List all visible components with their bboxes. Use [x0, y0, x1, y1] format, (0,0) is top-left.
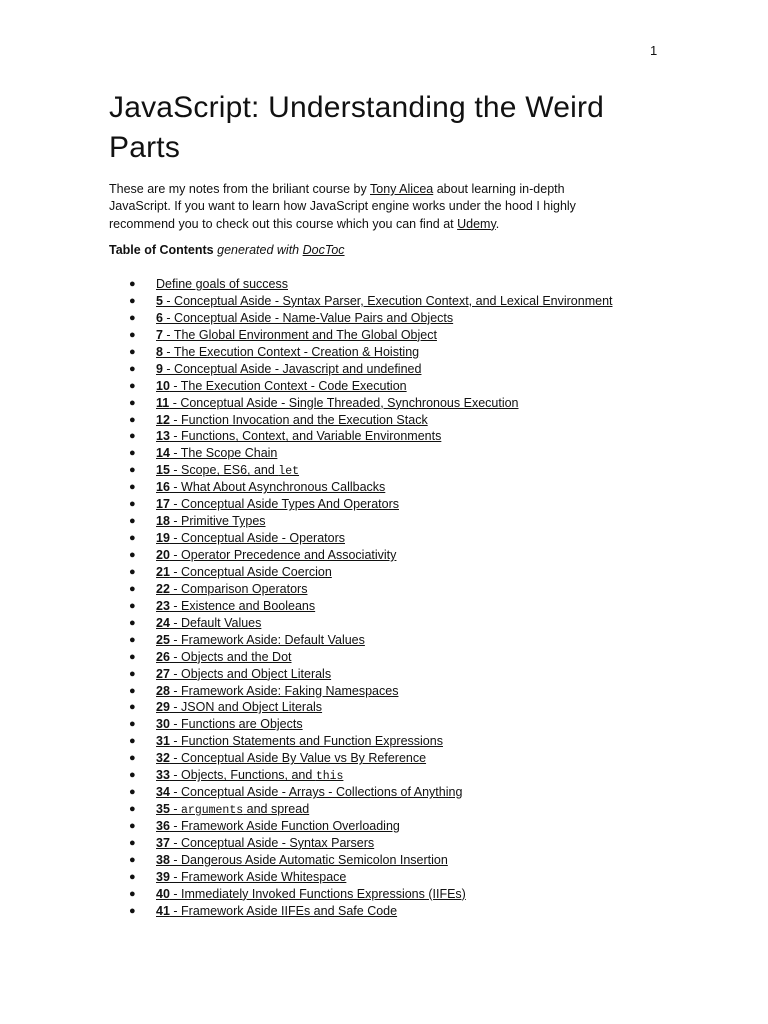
toc-link[interactable] — [156, 310, 453, 327]
toc-item-text: - Framework Aside IIFEs and Safe Code — [169, 903, 398, 918]
toc-item-number: 18 — [156, 514, 170, 529]
bullet-icon: ● — [129, 582, 136, 595]
toc-item-number: 5 — [156, 293, 163, 308]
toc-link[interactable] — [156, 547, 396, 564]
bullet-icon: ● — [129, 328, 136, 341]
toc-item-number: 24 — [156, 615, 170, 630]
toc-link[interactable] — [156, 733, 443, 750]
toc-item-number: 28 — [156, 683, 170, 698]
toc-link[interactable] — [156, 784, 462, 801]
toc-item — [109, 699, 669, 716]
toc-item-code: let — [278, 465, 300, 479]
intro-paragraph — [109, 181, 629, 233]
toc-link[interactable] — [156, 903, 397, 920]
toc-item — [109, 513, 669, 530]
bullet-icon: ● — [129, 633, 136, 646]
toc-item-number: 19 — [156, 531, 170, 546]
toc-link[interactable] — [156, 412, 428, 429]
toc-link[interactable] — [156, 293, 613, 310]
bullet-icon: ● — [129, 464, 136, 477]
bullet-icon: ● — [129, 498, 136, 511]
toc-link[interactable] — [156, 818, 400, 835]
toc-item-number: 16 — [156, 480, 170, 495]
toc-item-text: - The Global Environment and The Global Object — [162, 327, 437, 342]
toc-item-number: 39 — [156, 869, 170, 884]
toc-item — [109, 869, 669, 886]
toc-link[interactable] — [156, 276, 288, 293]
bullet-icon: ● — [129, 887, 136, 900]
bullet-icon: ● — [129, 870, 136, 883]
toc-link[interactable] — [156, 598, 315, 615]
udemy-link[interactable]: Udemy — [457, 216, 496, 231]
toc-item — [109, 496, 669, 513]
bullet-icon: ● — [129, 599, 136, 612]
toc-link[interactable] — [156, 666, 331, 683]
toc-item-text: - Comparison Operators — [169, 581, 308, 596]
toc-item-text: - Operator Precedence and Associativity — [169, 548, 397, 562]
bullet-icon: ● — [129, 430, 136, 443]
toc-item — [109, 818, 669, 835]
toc-item-text-after: and spread — [243, 802, 310, 817]
toc-item-text: - Framework Aside Function Overloading — [169, 819, 400, 833]
bullet-icon: ● — [129, 735, 136, 748]
toc-item-number: 35 — [156, 802, 170, 817]
toc-item-number: 27 — [156, 666, 170, 681]
toc-item-number: 34 — [156, 785, 170, 800]
toc-item — [109, 547, 669, 564]
toc-link[interactable] — [156, 886, 466, 903]
toc-item — [109, 615, 669, 632]
toc-item — [109, 310, 669, 327]
toc-item-number: 6 — [156, 310, 163, 325]
toc-item — [109, 327, 669, 344]
toc-link[interactable] — [156, 395, 519, 412]
bullet-icon: ● — [129, 294, 136, 307]
toc-item-text: - JSON and Object Literals — [169, 700, 323, 715]
toc-item-number: 20 — [156, 548, 170, 562]
toc-item-number: 33 — [156, 768, 170, 783]
document-title: JavaScript: Understanding the Weird Parts — [109, 91, 605, 164]
bullet-icon: ● — [129, 396, 136, 409]
toc-item-text: - Conceptual Aside Coercion — [169, 564, 332, 579]
bullet-icon: ● — [129, 853, 136, 866]
toc-item — [109, 683, 669, 700]
toc-link[interactable] — [156, 361, 421, 378]
toc-link[interactable] — [156, 683, 398, 700]
toc-item — [109, 445, 669, 462]
toc-item-text: - Framework Aside Whitespace — [169, 869, 347, 884]
toc-item-text: - The Execution Context - Code Execution — [169, 378, 407, 393]
toc-link[interactable] — [156, 615, 261, 632]
bullet-icon: ● — [129, 515, 136, 528]
toc-item-code: this — [315, 770, 344, 784]
toc-item — [109, 903, 669, 920]
toc-link[interactable] — [156, 445, 277, 462]
toc-item-number: 11 — [156, 395, 170, 410]
bullet-icon: ● — [129, 904, 136, 917]
toc-item — [109, 835, 669, 852]
bullet-icon: ● — [129, 447, 136, 460]
toc-item-number: 21 — [156, 564, 170, 579]
toc-item-text: - Conceptual Aside - Single Threaded, Synchronous Execution — [169, 395, 519, 410]
toc-item — [109, 293, 669, 310]
toc-item-text: - Conceptual Aside - Name-Value Pairs and Objects — [162, 310, 454, 325]
bullet-icon: ● — [129, 786, 136, 799]
toc-item-number: 9 — [156, 361, 163, 376]
bullet-icon: ● — [129, 362, 136, 375]
toc-item-text: - Framework Aside: Faking Namespaces — [169, 683, 399, 698]
toc-link[interactable] — [156, 496, 399, 513]
toc-link[interactable] — [156, 716, 303, 733]
toc-item-number: 31 — [156, 734, 170, 749]
toc-item — [109, 733, 669, 750]
bullet-icon: ● — [129, 278, 136, 290]
toc-item-text: - Conceptual Aside - Arrays - Collections of Anything — [169, 785, 463, 800]
toc-item-text: - Default Values — [169, 615, 262, 630]
toc-item — [109, 666, 669, 683]
toc-link[interactable] — [156, 869, 346, 886]
toc-link[interactable] — [156, 852, 448, 869]
toc-item-number: 29 — [156, 700, 170, 715]
toc-item-text: - Objects, Functions, and — [169, 768, 316, 783]
toc-item-number: 32 — [156, 751, 170, 766]
toc-link[interactable] — [156, 699, 322, 716]
bullet-icon: ● — [129, 718, 136, 731]
toc-item-text: - Dangerous Aside Automatic Semicolon Insertion — [169, 852, 448, 867]
intro-text-3: . — [495, 216, 500, 231]
toc-item-number: 22 — [156, 581, 170, 596]
toc-item — [109, 886, 669, 903]
toc-item — [109, 784, 669, 801]
table-of-contents — [109, 276, 669, 920]
toc-item-number: 40 — [156, 886, 170, 901]
toc-item-text: - Scope, ES6, and — [169, 463, 279, 478]
toc-link[interactable] — [156, 378, 407, 395]
toc-item-text: - Conceptual Aside Types And Operators — [169, 497, 399, 512]
toc-item — [109, 598, 669, 615]
toc-item-text: - Framework Aside: Default Values — [169, 632, 365, 647]
bullet-icon: ● — [129, 379, 136, 392]
toc-item-number: 41 — [156, 903, 170, 918]
toc-item-text: - Conceptual Aside - Operators — [169, 531, 345, 546]
toc-item-number: 30 — [156, 717, 170, 732]
bullet-icon: ● — [129, 667, 136, 680]
toc-item-text: - Function Invocation and the Execution Stack — [169, 412, 428, 427]
bullet-icon: ● — [129, 769, 136, 782]
toc-item-number: 17 — [156, 497, 170, 512]
toc-item-text: Define goals of success — [156, 277, 289, 291]
toc-item — [109, 361, 669, 378]
toc-item-text: - Conceptual Aside - Syntax Parsers — [169, 835, 375, 850]
toc-item-number: 37 — [156, 835, 170, 850]
toc-item — [109, 428, 669, 445]
toc-item-number: 14 — [156, 446, 170, 461]
toc-item-text: - Functions, Context, and Variable Environments — [169, 429, 442, 444]
toc-item-text: - Primitive Types — [169, 514, 266, 529]
toc-item-number: 7 — [156, 327, 163, 342]
bullet-icon: ● — [129, 803, 136, 816]
toc-item-text: - The Execution Context - Creation & Hoisting — [162, 344, 420, 359]
toc-item — [109, 462, 669, 479]
toc-item — [109, 716, 669, 733]
toc-item — [109, 378, 669, 395]
toc-item — [109, 479, 669, 496]
toc-link[interactable] — [156, 344, 419, 361]
toc-item — [109, 412, 669, 429]
toc-link[interactable] — [156, 564, 332, 581]
bullet-icon: ● — [129, 836, 136, 849]
toc-item-number: 13 — [156, 429, 170, 444]
toc-item — [109, 649, 669, 666]
toc-item — [109, 852, 669, 869]
toc-item-text: - Functions are Objects — [169, 717, 303, 732]
toc-item — [109, 632, 669, 649]
toc-item-text: - Conceptual Aside - Javascript and undefined — [162, 361, 422, 376]
toc-link[interactable] — [156, 581, 307, 598]
toc-item-number: 12 — [156, 412, 170, 427]
toc-item — [109, 564, 669, 581]
bullet-icon: ● — [129, 684, 136, 697]
toc-item-text: - What About Asynchronous Callbacks — [169, 480, 386, 495]
toc-item-text: - The Scope Chain — [169, 446, 278, 461]
toc-item-number: 25 — [156, 632, 170, 647]
toc-item-text: - Function Statements and Function Expressions — [169, 734, 443, 749]
toc-link[interactable] — [156, 530, 345, 547]
toc-link[interactable] — [156, 428, 441, 445]
bullet-icon: ● — [129, 752, 136, 765]
toc-item — [109, 395, 669, 412]
toc-link[interactable] — [156, 632, 365, 649]
toc-link[interactable] — [156, 835, 374, 852]
toc-item-number: 15 — [156, 463, 170, 478]
toc-item — [109, 750, 669, 767]
toc-link[interactable] — [156, 513, 266, 530]
toc-generated-text: generated with DocToc — [217, 243, 345, 257]
toc-item — [109, 344, 669, 361]
toc-item-number: 23 — [156, 598, 170, 613]
bullet-icon: ● — [129, 532, 136, 545]
toc-link[interactable] — [156, 327, 437, 344]
toc-item-text: - Objects and the Dot — [169, 649, 292, 664]
bullet-icon: ● — [129, 345, 136, 358]
page-number: 1 — [650, 43, 658, 58]
toc-heading-label: Table of Contents — [109, 243, 214, 257]
bullet-icon: ● — [129, 549, 136, 561]
bullet-icon: ● — [129, 650, 136, 663]
bullet-icon: ● — [129, 701, 136, 714]
toc-item-text: - — [169, 802, 182, 817]
toc-item — [109, 276, 669, 293]
toc-item — [109, 581, 669, 598]
bullet-icon: ● — [129, 565, 136, 578]
author-link[interactable]: Tony Alicea — [370, 182, 434, 196]
bullet-icon: ● — [129, 820, 136, 832]
toc-item-number: 10 — [156, 378, 170, 393]
toc-item-text: - Conceptual Aside By Value vs By Reference — [169, 751, 427, 766]
toc-item — [109, 767, 669, 784]
bullet-icon: ● — [129, 481, 136, 494]
intro-text-1: These are my notes from the briliant course by — [109, 182, 370, 196]
toc-item-text: - Existence and Booleans — [169, 598, 316, 613]
toc-item — [109, 801, 669, 818]
toc-item-number: 36 — [156, 819, 170, 833]
toc-item-text: - Objects and Object Literals — [169, 666, 332, 681]
bullet-icon: ● — [129, 413, 136, 426]
toc-item-code: arguments — [181, 804, 244, 818]
toc-item-number: 8 — [156, 344, 163, 359]
intro-text-2: about learning in-depth JavaScript. If you want to learn how JavaScript engine works under the hood I highly recommend you to check out this course which you can find at — [109, 182, 576, 231]
doctoc-link[interactable]: DocToc — [302, 243, 345, 257]
bullet-icon: ● — [129, 311, 136, 324]
bullet-icon: ● — [129, 616, 136, 629]
toc-item-number: 26 — [156, 649, 170, 664]
toc-link[interactable] — [156, 649, 292, 666]
toc-link[interactable] — [156, 479, 385, 496]
toc-item — [109, 530, 669, 547]
toc-link[interactable] — [156, 750, 426, 767]
toc-item-text: - Immediately Invoked Functions Expressions (IIFEs) — [169, 886, 466, 901]
toc-item-number: 38 — [156, 852, 170, 867]
toc-heading — [109, 242, 345, 259]
toc-item-text: - Conceptual Aside - Syntax Parser, Execution Context, and Lexical Environment — [162, 293, 613, 308]
